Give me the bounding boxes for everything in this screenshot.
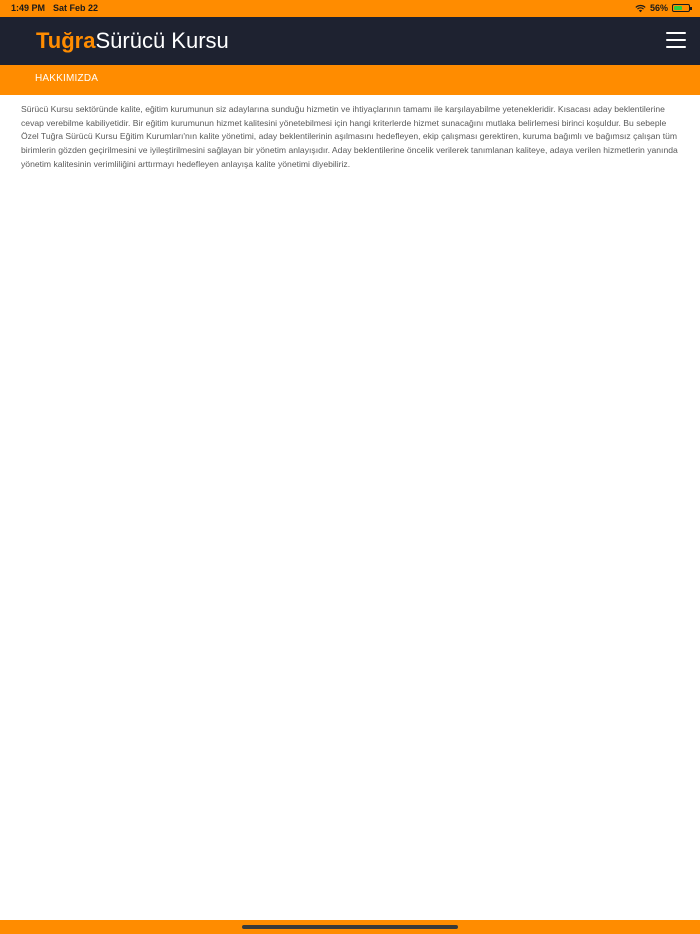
brand-name-rest: Sürücü Kursu <box>95 28 229 53</box>
battery-icon <box>672 4 690 12</box>
hamburger-menu-icon[interactable] <box>666 32 686 50</box>
status-date: Sat Feb 22 <box>53 3 99 13</box>
battery-level <box>674 6 682 10</box>
about-content <box>21 103 679 172</box>
wifi-icon <box>635 4 646 13</box>
status-left <box>11 3 98 13</box>
status-right <box>635 3 690 13</box>
battery-nub <box>690 7 692 10</box>
page-title: HAKKIMIZDA <box>35 73 99 84</box>
app-header <box>0 17 700 65</box>
bottom-bar <box>0 920 700 934</box>
status-time: 1:49 PM <box>11 3 46 13</box>
home-indicator[interactable] <box>242 925 458 929</box>
about-paragraph: Sürücü Kursu sektöründe kalite, eğitim kurumunun siz adaylarına sunduğu hizmetin ve ihtiyaçlarının tamamı ile karşılayabilme yetenekleridir. Kısacası aday beklentilerine cevap verebilme kabiliyetidir. Bir eğitim kurumunun hizmet kalitesini yönetebilmesi için hangi kriterlerde hizmet sunacağını mutlaka belirlemesi birinci koşuldur. Bu sebeple Özel Tuğra Sürücü Kursu Eğitim Kurumları'nın kalite yönetimi, aday beklentilerinin aşılmasını hedefleyen, ekip çalışması gerektiren, kuruma bağımlı ve bağımsız çalışan tüm birimlerin gözden geçirilmesini ve iyileştirilmesini sağlayan bir yönetim anlayışıdır. Aday beklentilerine öncelik verilerek tanımlanan kaliteye, adaya verilen hizmetlerin yanında yönetim kalitesinin verimliliğini arttırmayı hedefleyen anlayışa kalite yönetimi diyebiliriz. <box>21 104 678 169</box>
page-title-bar <box>0 65 700 95</box>
brand-logo[interactable] <box>36 27 229 55</box>
battery-percent: 56% <box>649 3 668 13</box>
brand-name-bold: Tuğra <box>36 28 96 53</box>
status-bar <box>0 0 700 17</box>
